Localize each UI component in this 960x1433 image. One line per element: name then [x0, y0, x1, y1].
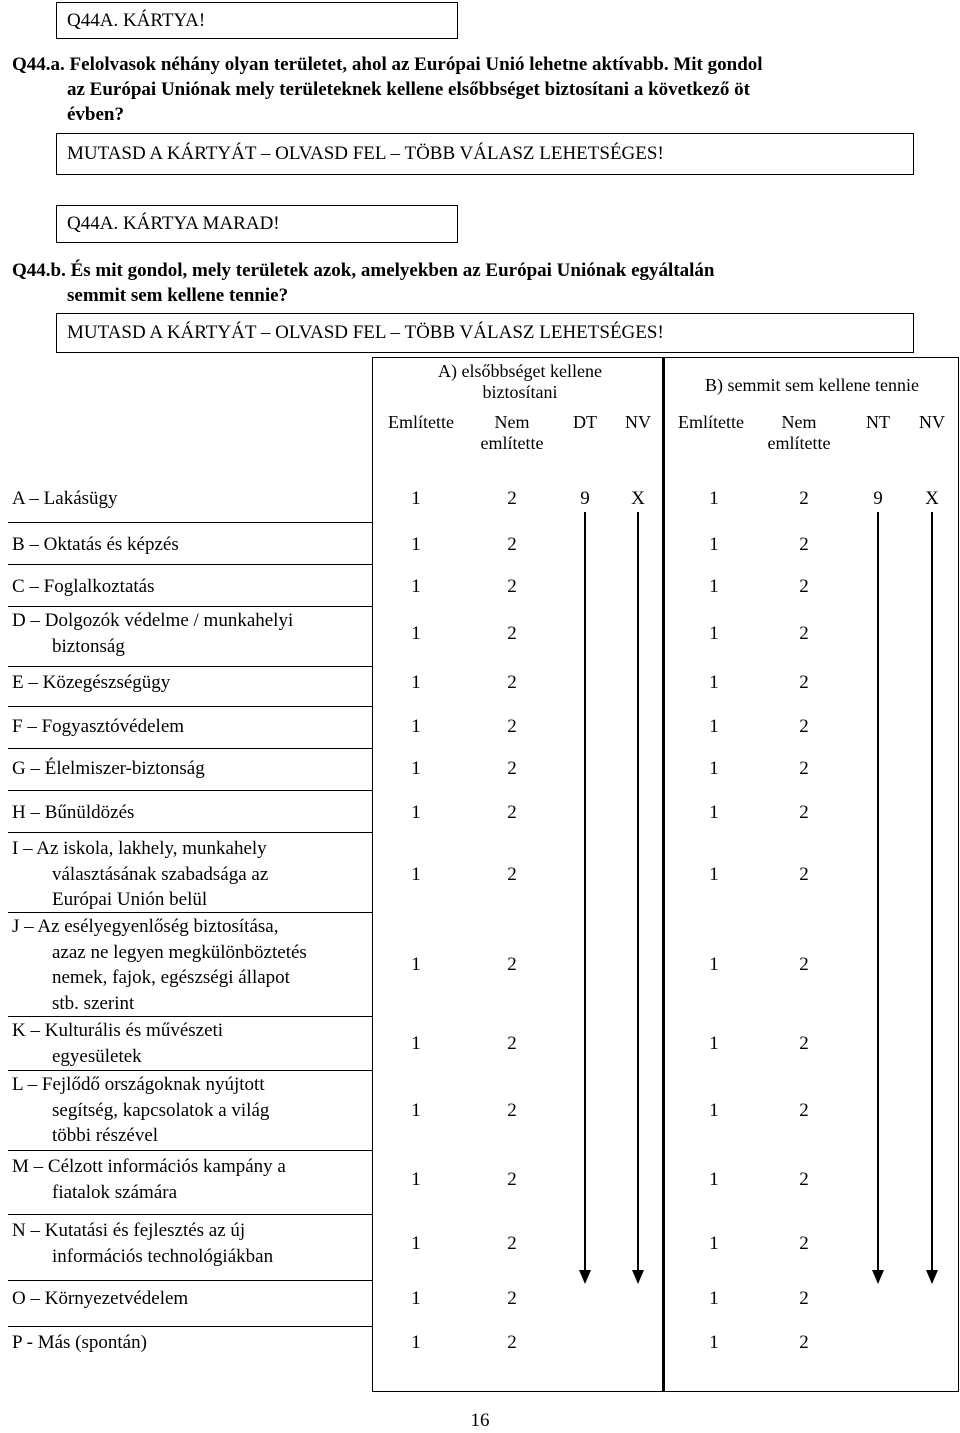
code-not-mentioned-b: 2 [799, 488, 809, 509]
row-divider [8, 912, 372, 913]
row-label-line: Európai Unión belül [52, 889, 208, 910]
group-a-title: A) elsőbbséget kellene [438, 361, 602, 381]
row-label-line: P - Más (spontán) [12, 1332, 147, 1353]
code-mentioned-b: 1 [709, 716, 719, 737]
code-mentioned-a: 1 [411, 488, 421, 509]
question-text: az Európai Uniónak mely területeknek kellene elsőbbséget biztosítani a következő öt [67, 79, 750, 100]
row-divider [8, 1070, 372, 1071]
code-mentioned-a: 1 [411, 802, 421, 823]
code-not-mentioned-b: 2 [799, 1288, 809, 1309]
table-row-label [12, 914, 307, 1016]
code-mentioned-b: 1 [709, 488, 719, 509]
row-divider [8, 666, 372, 667]
table-row-label [12, 1018, 223, 1069]
code-not-mentioned-a: 2 [507, 488, 517, 509]
row-label-line: G – Élelmiszer-biztonság [12, 758, 205, 779]
table-row-label [12, 836, 268, 913]
code-mentioned-b: 1 [709, 534, 719, 555]
table-row-label [12, 532, 179, 558]
code-mentioned-b: 1 [709, 1288, 719, 1309]
code-mentioned-a: 1 [411, 863, 421, 885]
code-nv: X [925, 488, 939, 509]
row-label-line: H – Bűnüldözés [12, 802, 135, 823]
interviewer-instruction: MUTASD A KÁRTYÁT – OLVASD FEL – TÖBB VÁLASZ LEHETSÉGES! [67, 322, 664, 343]
code-nt: 9 [873, 488, 883, 509]
table-row-label [12, 800, 134, 826]
row-label-line: választásának szabadsága az [52, 863, 269, 885]
table-row-label [12, 714, 184, 740]
col-nt: NT [866, 412, 890, 432]
code-mentioned-b: 1 [709, 802, 719, 823]
code-not-mentioned-b: 2 [799, 1032, 809, 1054]
code-not-mentioned-a: 2 [507, 1099, 517, 1121]
question-label: Q44.a. [12, 54, 65, 75]
table-row-label [12, 1286, 188, 1312]
code-not-mentioned-a: 2 [507, 954, 517, 976]
question-q44b [12, 258, 952, 308]
code-mentioned-b: 1 [709, 1332, 719, 1353]
col-nv-b: NV [919, 412, 945, 432]
code-dt: 9 [580, 488, 590, 509]
table-row-label [12, 608, 293, 659]
code-not-mentioned-a: 2 [507, 802, 517, 823]
code-not-mentioned-b: 2 [799, 954, 809, 976]
row-divider [8, 1214, 372, 1215]
code-mentioned-a: 1 [411, 576, 421, 597]
table-row-label [12, 486, 118, 512]
row-divider [8, 564, 372, 565]
code-not-mentioned-b: 2 [799, 1099, 809, 1121]
code-not-mentioned-b: 2 [799, 534, 809, 555]
row-divider [8, 606, 372, 607]
col-dt: DT [573, 412, 597, 432]
arrow-down-icon [931, 512, 933, 1272]
table-row-label [12, 670, 170, 696]
row-label-line: E – Közegészségügy [12, 672, 171, 693]
code-mentioned-b: 1 [709, 672, 719, 693]
row-divider [8, 706, 372, 707]
code-not-mentioned-a: 2 [507, 576, 517, 597]
row-label-line: többi részével [52, 1125, 159, 1146]
row-label-line: azaz ne legyen megkülönböztetés [52, 941, 307, 963]
code-not-mentioned-b: 2 [799, 1168, 809, 1190]
code-mentioned-a: 1 [411, 534, 421, 555]
row-divider [8, 832, 372, 833]
interviewer-instruction: MUTASD A KÁRTYÁT – OLVASD FEL – TÖBB VÁLASZ LEHETSÉGES! [67, 143, 664, 164]
col-nv-a: NV [625, 412, 651, 432]
code-mentioned-a: 1 [411, 1232, 421, 1254]
card-instruction-box [56, 2, 458, 39]
row-divider [8, 1326, 372, 1327]
arrow-down-icon [637, 512, 639, 1272]
row-label-line: F – Fogyasztóvédelem [12, 716, 185, 737]
group-b-title: B) semmit sem kellene tennie [705, 375, 919, 395]
col-not-mentioned-a [467, 412, 557, 454]
group-a-header [375, 361, 665, 403]
col-header-text: Nem [494, 412, 530, 432]
code-not-mentioned-a: 2 [507, 1032, 517, 1054]
arrow-down-icon [579, 1270, 591, 1284]
col-mentioned-a: Említette [388, 412, 454, 432]
question-text: És mit gondol, mely területek azok, amelyekben az Európai Uniónak egyáltalán [70, 260, 715, 281]
table-row-label [12, 1072, 269, 1149]
code-not-mentioned-b: 2 [799, 758, 809, 779]
code-mentioned-b: 1 [709, 1099, 719, 1121]
row-divider [8, 522, 372, 523]
col-not-mentioned-b [754, 412, 844, 454]
row-label-line: biztonság [52, 635, 125, 657]
col-header-text: említette [480, 433, 544, 453]
row-label-line: információs technológiákban [52, 1245, 274, 1267]
card-instruction-box [56, 205, 458, 243]
code-mentioned-b: 1 [709, 954, 719, 976]
row-label-line: L – Fejlődő országoknak nyújtott [12, 1074, 265, 1095]
row-label-line: segítség, kapcsolatok a világ [52, 1099, 270, 1121]
col-header-text: Nem [781, 412, 817, 432]
code-nv: X [631, 488, 645, 509]
code-not-mentioned-b: 2 [799, 716, 809, 737]
code-mentioned-a: 1 [411, 1332, 421, 1353]
code-not-mentioned-a: 2 [507, 716, 517, 737]
row-label-line: N – Kutatási és fejlesztés az új [12, 1220, 246, 1241]
row-divider [8, 1150, 372, 1151]
code-mentioned-b: 1 [709, 1232, 719, 1254]
code-not-mentioned-a: 2 [507, 622, 517, 644]
code-mentioned-b: 1 [709, 758, 719, 779]
code-not-mentioned-a: 2 [507, 1232, 517, 1254]
table-row-label [12, 1154, 286, 1205]
response-table [372, 357, 959, 1392]
question-text: semmit sem kellene tennie? [67, 285, 289, 306]
question-q44a [12, 52, 952, 127]
row-label-line: O – Környezetvédelem [12, 1288, 189, 1309]
row-label-line: D – Dolgozók védelme / munkahelyi [12, 610, 294, 631]
table-row-label [12, 1218, 273, 1269]
row-label-line: A – Lakásügy [12, 488, 118, 509]
row-label-line: J – Az esélyegyenlőség biztosítása, [12, 916, 279, 937]
interviewer-instruction-box [56, 133, 914, 175]
card-instruction-text: Q44A. KÁRTYA! [67, 9, 206, 31]
row-divider [8, 1016, 372, 1017]
code-not-mentioned-a: 2 [507, 758, 517, 779]
row-label-line: nemek, fajok, egészségi állapot [52, 967, 290, 988]
code-mentioned-b: 1 [709, 622, 719, 644]
arrow-down-icon [872, 1270, 884, 1284]
code-not-mentioned-b: 2 [799, 1232, 809, 1254]
arrow-down-icon [632, 1270, 644, 1284]
code-mentioned-a: 1 [411, 1099, 421, 1121]
code-not-mentioned-b: 2 [799, 622, 809, 644]
code-not-mentioned-a: 2 [507, 672, 517, 693]
code-mentioned-b: 1 [709, 863, 719, 885]
code-mentioned-b: 1 [709, 576, 719, 597]
code-mentioned-a: 1 [411, 1168, 421, 1190]
code-not-mentioned-b: 2 [799, 576, 809, 597]
code-not-mentioned-a: 2 [507, 863, 517, 885]
code-mentioned-a: 1 [411, 954, 421, 976]
arrow-down-icon [584, 512, 586, 1272]
code-mentioned-b: 1 [709, 1168, 719, 1190]
row-divider [8, 748, 372, 749]
arrow-down-icon [926, 1270, 938, 1284]
row-label-line: M – Célzott információs kampány a [12, 1156, 286, 1177]
group-b-header [668, 375, 956, 396]
table-row-label [12, 574, 154, 600]
card-instruction-text: Q44A. KÁRTYA MARAD! [67, 213, 280, 234]
page-number: 16 [470, 1410, 490, 1431]
row-label-line: fiatalok számára [52, 1181, 178, 1203]
row-label-line: stb. szerint [52, 992, 135, 1014]
table-row-label [12, 756, 205, 782]
question-text: évben? [67, 104, 124, 125]
row-divider [8, 790, 372, 791]
code-not-mentioned-a: 2 [507, 534, 517, 555]
question-label: Q44.b. [12, 260, 66, 281]
table-row-label [12, 1330, 147, 1356]
code-not-mentioned-b: 2 [799, 1332, 809, 1353]
group-divider [662, 357, 665, 1392]
question-text: Felolvasok néhány olyan területet, ahol az Európai Unió lehetne aktívabb. Mit gondol [69, 54, 763, 75]
row-label-line: I – Az iskola, lakhely, munkahely [12, 838, 267, 859]
arrow-down-icon [877, 512, 879, 1272]
code-mentioned-a: 1 [411, 716, 421, 737]
row-label-line: B – Oktatás és képzés [12, 534, 179, 555]
code-not-mentioned-b: 2 [799, 863, 809, 885]
code-not-mentioned-b: 2 [799, 672, 809, 693]
interviewer-instruction-box [56, 313, 914, 353]
code-mentioned-a: 1 [411, 672, 421, 693]
code-mentioned-a: 1 [411, 1288, 421, 1309]
row-label-line: K – Kulturális és művészeti [12, 1020, 224, 1041]
row-label-line: C – Foglalkoztatás [12, 576, 155, 597]
code-mentioned-b: 1 [709, 1032, 719, 1054]
code-mentioned-a: 1 [411, 622, 421, 644]
code-not-mentioned-b: 2 [799, 802, 809, 823]
code-not-mentioned-a: 2 [507, 1168, 517, 1190]
code-mentioned-a: 1 [411, 758, 421, 779]
col-header-text: említette [767, 433, 831, 453]
col-mentioned-b: Említette [678, 412, 744, 432]
code-mentioned-a: 1 [411, 1032, 421, 1054]
row-divider [8, 1280, 372, 1281]
code-not-mentioned-a: 2 [507, 1332, 517, 1353]
group-a-title: biztosítani [482, 382, 558, 402]
code-not-mentioned-a: 2 [507, 1288, 517, 1309]
row-label-line: egyesületek [52, 1045, 142, 1067]
